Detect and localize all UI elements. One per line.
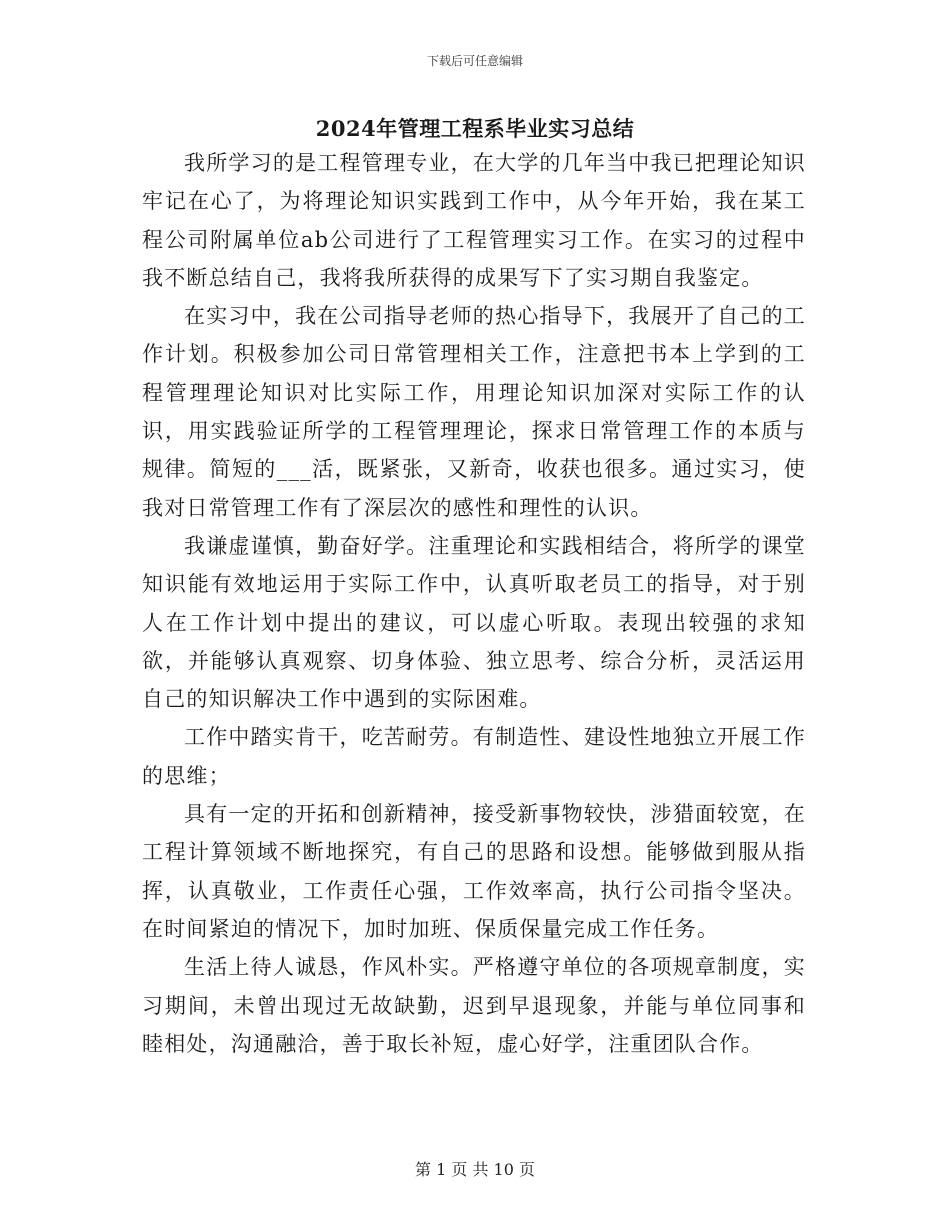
paragraph: 在实习中，我在公司指导老师的热心指导下，我展开了自己的工作计划。积极参加公司日常管理相关工作，注意把书本上学到的工程管理理论知识对比实际工作，用理论知识加深对实际工作的认识，用实践验证所学的工程管理理论，探求日常管理工作的本质与规律。简短的___活，既紧张，又新奇，收获也很多。通过实习，使我对日常管理工作有了深层次的感性和理性的认识。 [142, 304, 806, 520]
document-title: 2024年管理工程系毕业实习总结 [315, 116, 635, 141]
paragraph: 具有一定的开拓和创新精神，接受新事物较快，涉猎面较宽，在工程计算领域不断地探究，有自己的思路和设想。能够做到服从指挥，认真敬业，工作责任心强，工作效率高，执行公司指令坚决。在时间紧迫的情况下，加时加班、保质保量完成工作任务。 [142, 802, 806, 941]
paragraph: 工作中踏实肯干，吃苦耐劳。有制造性、建设性地独立开展工作的思维； [142, 725, 806, 788]
header-note: 下载后可任意编辑 [426, 54, 523, 68]
document-body [142, 144, 806, 1063]
paragraph: 我所学习的是工程管理专业，在大学的几年当中我已把理论知识牢记在心了，为将理论知识实践到工作中，从今年开始，我在某工程公司附属单位ab公司进行了工程管理实习工作。在实习的过程中我不断总结自己，我将我所获得的成果写下了实习期自我鉴定。 [142, 151, 806, 290]
paragraph: 生活上待人诚恳，作风朴实。严格遵守单位的各项规章制度，实习期间，未曾出现过无故缺勤，迟到早退现象，并能与单位同事和睦相处，沟通融洽，善于取长补短，虚心好学，注重团队合作。 [142, 955, 806, 1056]
paragraph: 我谦虚谨慎，勤奋好学。注重理论和实践相结合，将所学的课堂知识能有效地运用于实际工作中，认真听取老员工的指导，对于别人在工作计划中提出的建议，可以虚心听取。表现出较强的求知欲，并能够认真观察、切身体验、独立思考、综合分析，灵活运用自己的知识解决工作中遇到的实际困难。 [142, 533, 806, 712]
page-number: 第 1 页 共 10 页 [415, 1160, 535, 1179]
